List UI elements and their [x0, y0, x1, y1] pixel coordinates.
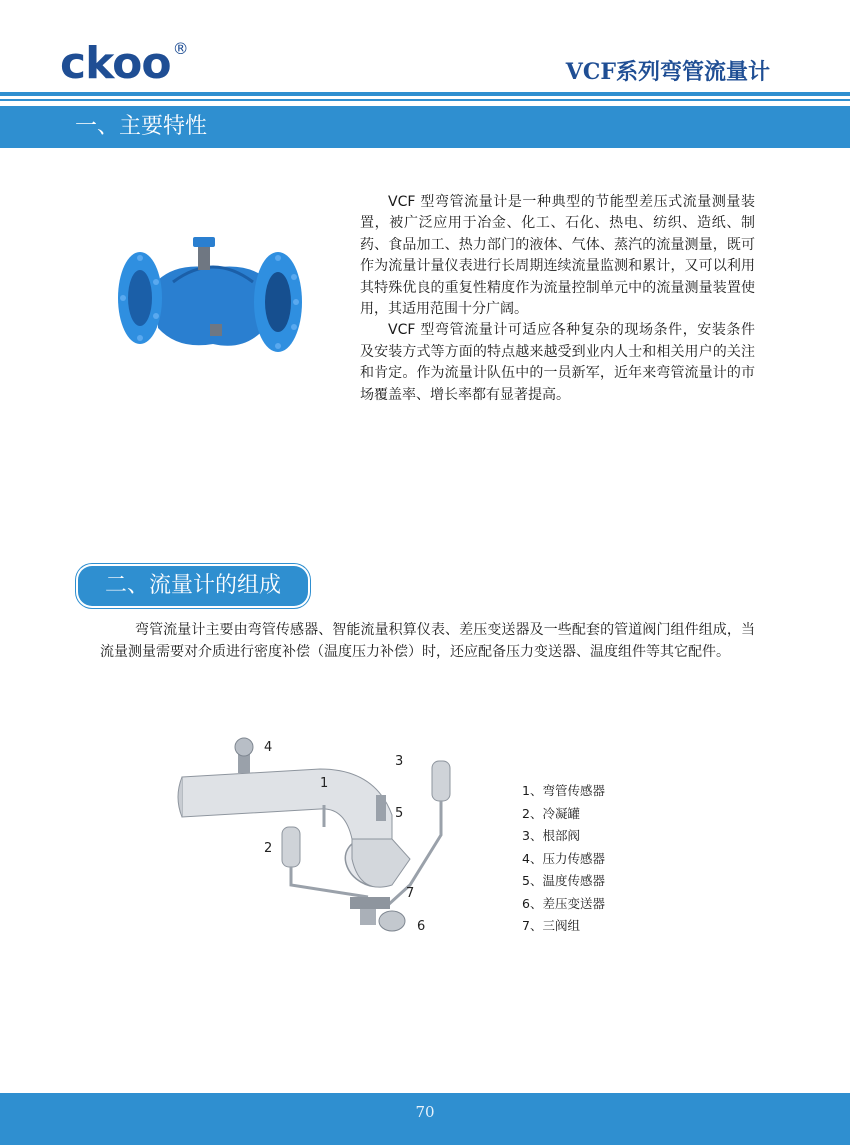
callout-1: 1 — [320, 776, 329, 791]
composition-text — [100, 620, 755, 663]
composition-paragraph: 弯管流量计主要由弯管传感器、智能流量积算仪表、差压变送器及一些配套的管道阀门组件组成，当流量测量需要对介质进行密度补偿（温度压力补偿）时，还应配备压力变送器、温度组件等其它配件。 — [100, 622, 755, 660]
flowmeter-assembly-diagram — [170, 735, 470, 945]
document-title: VCF系列弯管流量计 — [565, 59, 770, 85]
legend-item: 6、差压变送器 — [522, 895, 605, 911]
callout-6: 6 — [417, 919, 426, 934]
callout-4: 4 — [264, 740, 273, 755]
callout-5: 5 — [395, 806, 404, 821]
callout-2: 2 — [264, 841, 273, 856]
bend-flowmeter-product-image — [118, 232, 308, 372]
features-paragraph-1: VCF 型弯管流量计是一种典型的节能型差压式流量测量装置，被广泛应用于冶金、化工、石化、热电、纺织、造纸、制药、食品加工、热力部门的液体、气体、蒸汽的流量测量，既可作为流量计量仪表进行长周期连续流量监测和累计，又可以利用其特殊优良的重复性精度作为流量控制单元中的流量测量装置使用，其适用范围十分广阔。 — [360, 194, 755, 318]
header-rule — [0, 92, 850, 96]
parts-legend — [522, 780, 605, 938]
legend-item: 3、根部阀 — [522, 828, 580, 843]
legend-item: 7、三阀组 — [522, 918, 580, 933]
callout-7: 7 — [406, 886, 415, 901]
section1-heading: 一、主要特性 — [0, 106, 850, 148]
legend-item: 5、温度传感器 — [522, 873, 605, 888]
callout-3: 3 — [395, 754, 404, 769]
registered-mark: ® — [172, 39, 188, 59]
page-number: 70 — [415, 1103, 435, 1121]
legend-item: 2、冷凝罐 — [522, 805, 580, 821]
header-rule-thin — [0, 99, 850, 101]
section2-heading: 二、流量计的组成 — [78, 566, 308, 606]
legend-item: 4、压力传感器 — [522, 850, 605, 866]
features-paragraph-2: VCF 型弯管流量计可适应各种复杂的现场条件，安装条件及安装方式等方面的特点越来越受到业内人士和相关用户的关注和肯定。作为流量计队伍中的一员新军，近年来弯管流量计的市场覆盖率、增长率都有显著提高。 — [360, 322, 755, 403]
brand-logo — [60, 38, 188, 89]
logo-text: ckoo — [60, 38, 171, 89]
legend-item: 1、弯管传感器 — [522, 783, 605, 798]
features-text — [360, 192, 755, 406]
